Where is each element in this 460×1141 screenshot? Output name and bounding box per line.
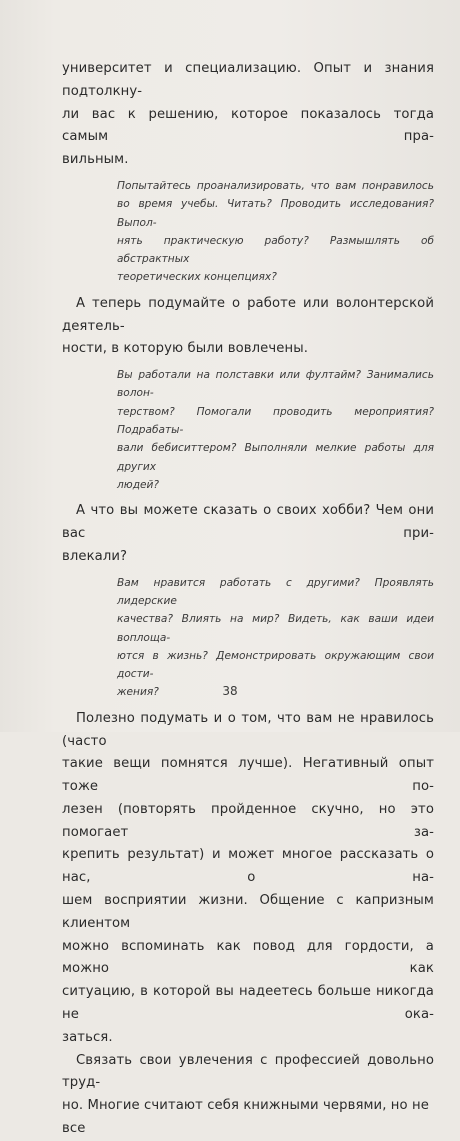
text-line: людей? xyxy=(117,478,160,491)
text-line: но. Многие считают себя книжными червями, но не все xyxy=(62,1098,429,1137)
body-paragraph xyxy=(62,500,434,568)
text-line: качества? Влиять на мир? Видеть, как ваши идеи воплоща- xyxy=(117,613,434,644)
text-line: Вы работали на полставки или фултайм? Занимались волон- xyxy=(117,369,434,400)
text-line: такие вещи помнятся лучше). Негативный опыт тоже по- xyxy=(62,756,434,795)
text-line: можно вспоминать как повод для гордости, а можно как xyxy=(62,938,434,977)
text-line: теоретических концепциях? xyxy=(117,271,277,284)
text-line: ситуацию, в которой вы надеетесь больше никогда не ока- xyxy=(62,984,434,1023)
text-line: вали бебиситтером? Выполняли мелкие работы для других xyxy=(117,442,434,473)
text-line: А теперь подумайте о работе или волонтерской деятель- xyxy=(62,295,434,334)
text-line: Связать свои увлечения с профессией довольно труд- xyxy=(62,1052,434,1091)
text-line: Попытайтесь проанализировать, что вам понравилось xyxy=(117,179,434,192)
text-line: терством? Помогали проводить мероприятия? Подрабаты- xyxy=(117,405,434,437)
body-paragraph xyxy=(62,1050,434,1141)
page-body xyxy=(62,58,434,1141)
text-line: жения? xyxy=(117,686,159,699)
text-line: шем восприятии жизни. Общение с капризным клиентом xyxy=(62,893,434,931)
text-line: ности, в которую были вовлечены. xyxy=(62,341,309,357)
italic-prompt-block xyxy=(117,574,434,702)
italic-prompt-block xyxy=(117,177,434,287)
text-line: А что вы можете сказать о своих хобби? Чем они вас при- xyxy=(62,503,434,542)
body-paragraph xyxy=(62,293,434,361)
text-line: лезен (повторять пройденное скучно, но это помогает за- xyxy=(62,801,434,840)
text-line: ются в жизнь? Демонстрировать окружающим свои дости- xyxy=(117,649,434,681)
text-line: крепить результат) и может многое рассказать о нас, о на- xyxy=(62,847,434,886)
text-line: влекали? xyxy=(62,548,128,564)
text-line: во время учебы. Читать? Проводить исследования? Выпол- xyxy=(117,198,434,229)
italic-prompt-block xyxy=(117,366,434,494)
text-line: вильным. xyxy=(62,152,129,168)
text-line: нять практическую работу? Размышлять об абстрактных xyxy=(117,234,434,266)
body-paragraph xyxy=(62,708,434,1050)
body-paragraph xyxy=(62,58,434,172)
text-line: ли вас к решению, которое показалось тогда самым пра- xyxy=(62,106,434,145)
text-line: Полезно подумать и о том, что вам не нравилось (часто xyxy=(62,710,434,749)
text-line: Вам нравится работать с другими? Проявлять лидерские xyxy=(117,576,434,607)
text-line: заться. xyxy=(62,1029,113,1045)
page-number: 38 xyxy=(222,684,238,698)
text-line: университет и специализацию. Опыт и знания подтолкну- xyxy=(62,61,434,99)
